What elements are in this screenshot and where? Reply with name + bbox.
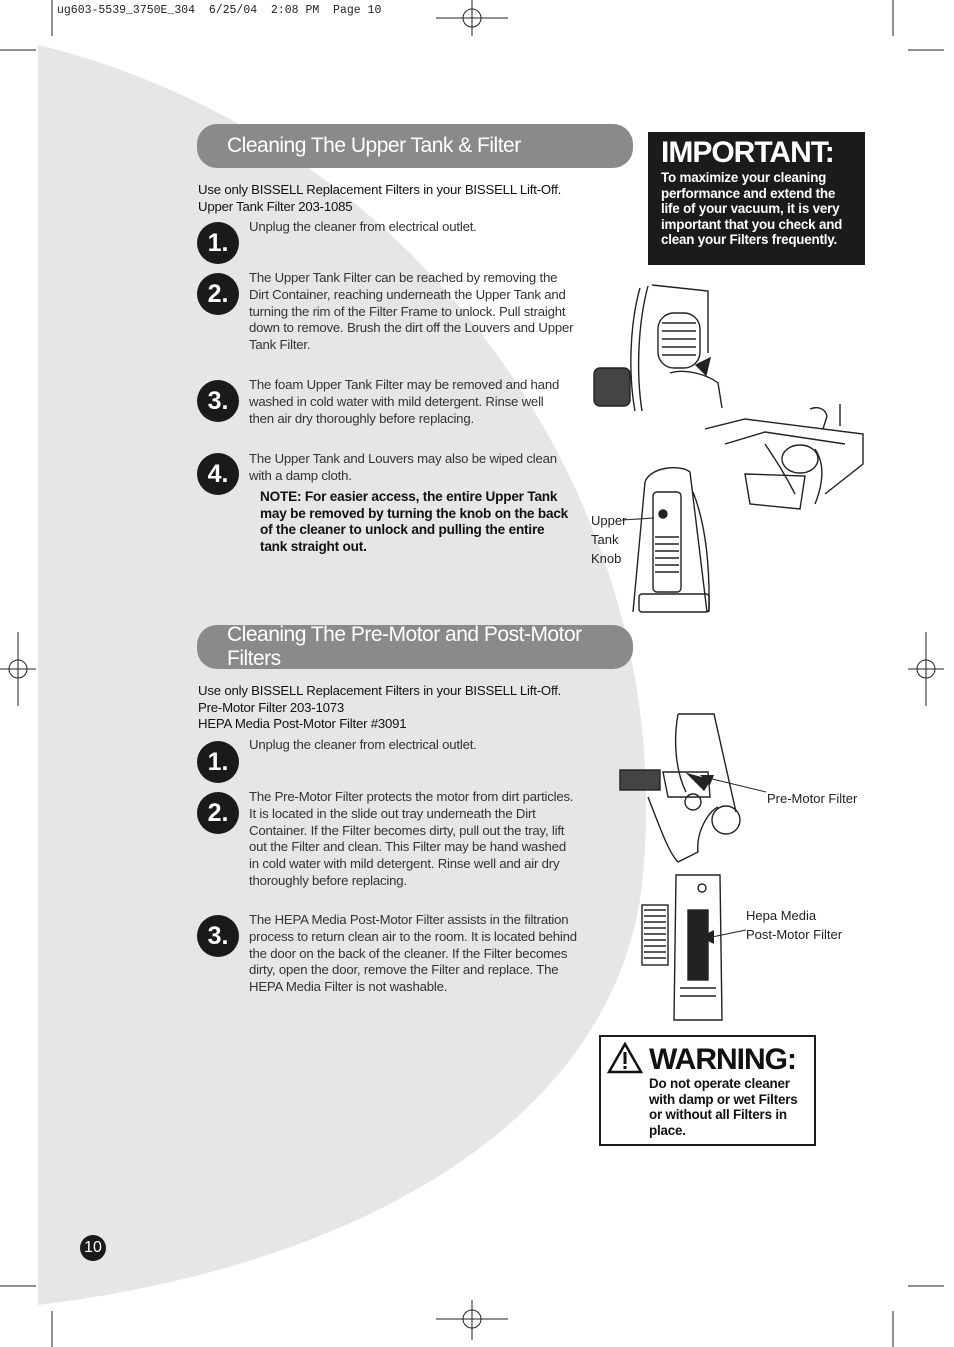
important-box (648, 132, 865, 265)
caption-line: Knob (591, 551, 622, 566)
intro-line: Use only BISSELL Replacement Filters in your BISSELL Lift-Off. (198, 683, 562, 698)
caption-pre-motor-filter: Pre-Motor Filter (767, 791, 858, 806)
step-text: The HEPA Media Post-Motor Filter assists in the filtration process to return clean air to the room. It is located behind the door on the back of the cleaner. If the Filter becomes dirty, open the door, remove the Filter and replace. The HEPA Media Filter is not washable. (249, 912, 577, 995)
section-header-motor-filters (197, 625, 633, 669)
step-number: 1. (197, 741, 239, 783)
knob-pointer-line (622, 516, 656, 526)
warning-body: Do not operate cleaner with damp or wet Filters or without all Filters in place. (649, 1076, 798, 1138)
section-intro (198, 182, 598, 215)
step-number: 2. (197, 792, 239, 834)
step-number: 1. (197, 222, 239, 264)
warning-triangle-icon (607, 1042, 643, 1074)
step-text: The Upper Tank and Louvers may also be wiped clean with a damp cloth. (249, 451, 557, 483)
step-text: The Pre-Motor Filter protects the motor from dirt particles. It is located in the slide out tray underneath the Dirt Container. If the Filter becomes dirty, pull out the tray, lift out the Filter and clean. This Filter may be hand washed in cold water with mild detergent. Rinse well and air dry thoroughly before replacing. (249, 789, 574, 888)
warning-box (599, 1035, 816, 1146)
hepa-filter-illustration (640, 870, 740, 1025)
upper-tank-knob-illustration (625, 462, 725, 620)
print-slug: ug603-5539_3750E_304 6/25/04 2:08 PM Page 10 (57, 4, 382, 17)
pre-motor-pointer (700, 775, 770, 795)
note-text: NOTE: For easier access, the entire Upper Tank may be removed by turning the knob on the back of the cleaner to unlock and pulling the entire tank straight out. (260, 489, 569, 554)
hepa-pointer (700, 928, 748, 946)
section-title: Cleaning The Upper Tank & Filter (227, 134, 521, 157)
intro-line: Pre-Motor Filter 203-1073 (198, 699, 344, 715)
step-number: 3. (197, 915, 239, 957)
step-number: 2. (197, 273, 239, 315)
caption-line: Hepa Media (746, 908, 817, 923)
caption-line: Post-Motor Filter (746, 927, 843, 942)
caption-line: Upper (591, 513, 627, 528)
section-title: Cleaning The Pre-Motor and Post-Motor Filters (227, 623, 582, 670)
step-text: Unplug the cleaner from electrical outlet. (249, 737, 477, 752)
caption-line: Tank (591, 532, 619, 547)
upper-tank-removal-illustration (590, 283, 725, 413)
intro-line: HEPA Media Post-Motor Filter #3091 (198, 716, 407, 731)
caption-hepa-filter (746, 906, 842, 944)
step-text: Unplug the cleaner from electrical outlet. (249, 219, 477, 234)
intro-line: Upper Tank Filter 203-1085 (198, 198, 353, 214)
page-number: 10 (80, 1235, 106, 1261)
step-text: The foam Upper Tank Filter may be removed and hand washed in cold water with mild detergent. Rinse well then air dry thoroughly before replacing. (249, 377, 560, 426)
important-title: IMPORTANT: (661, 136, 834, 169)
warning-title: WARNING: (649, 1043, 796, 1076)
section-intro (198, 683, 598, 733)
step-number: 4. (197, 453, 239, 495)
important-body: To maximize your cleaning performance and extend the life of your vacuum, it is very important that you check and clean your Filters frequently. (661, 170, 843, 248)
section-header-upper-tank (197, 124, 633, 168)
hand-washing-illustration (705, 404, 865, 514)
step-number: 3. (197, 380, 239, 422)
intro-line: Use only BISSELL Replacement Filters in your BISSELL Lift-Off. (198, 182, 562, 197)
step-text: The Upper Tank Filter can be reached by removing the Dirt Container, reaching underneath the Upper Tank and turning the rim of the Filter Frame to unlock. Pull straight down to remove. Brush the dirt off the Louvers and Upper Tank Filter. (249, 270, 574, 353)
